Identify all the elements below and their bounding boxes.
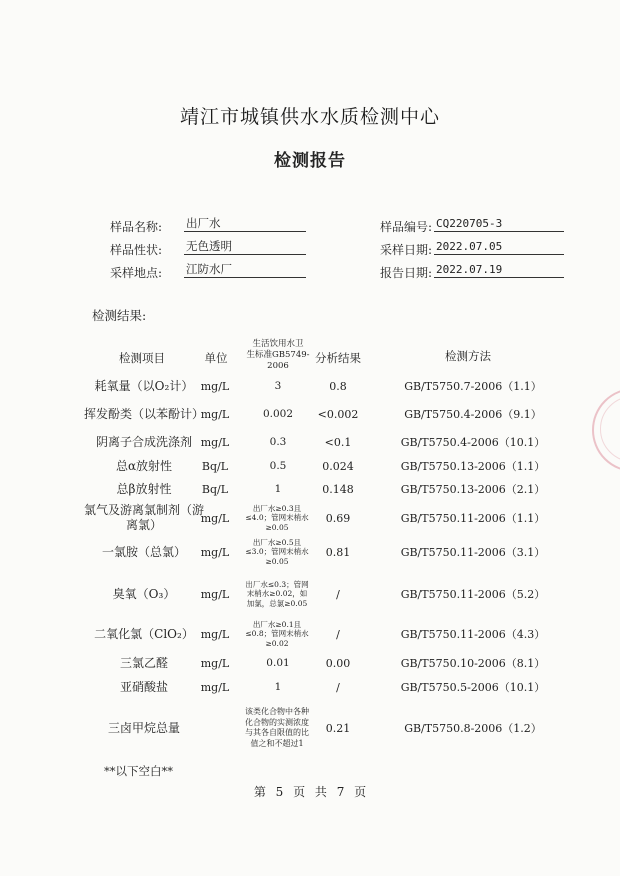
row-result: 0.69 xyxy=(325,511,351,525)
sampling-date-label: 采样日期: xyxy=(379,243,432,257)
row-unit: mg/L xyxy=(200,587,230,601)
row-item: 三卤甲烷总量 xyxy=(107,720,180,735)
row-result: <0.002 xyxy=(317,407,359,421)
row-standard: 1 xyxy=(274,482,282,495)
row-result: 0.8 xyxy=(329,379,347,393)
sample-name-value: 出厂水 xyxy=(184,216,306,232)
header-method: 检测方法 xyxy=(445,349,491,363)
row-item: 三氯乙醛 xyxy=(119,655,168,670)
row-item: 一氯胺（总氯） xyxy=(101,544,186,559)
header-standard-line-1: 生活饮用水卫 xyxy=(252,339,304,349)
row-unit: mg/L xyxy=(200,656,230,670)
row-standard: 0.002 xyxy=(262,407,294,420)
row-result: / xyxy=(336,587,340,601)
row-unit: mg/L xyxy=(200,680,230,694)
sampling-location-value: 江防水厂 xyxy=(184,262,306,278)
row-item: 耗氧量（以O₂计） xyxy=(94,378,194,393)
row-method: GB/T5750.11-2006（4.3） xyxy=(400,628,546,641)
table-row xyxy=(0,572,620,616)
header-standard-line-3: 2006 xyxy=(267,361,289,371)
table-row xyxy=(0,618,620,650)
report-date-value: 2022.07.19 xyxy=(434,262,564,278)
row-standard: 出厂水≥0.1且≤0.8；管网末梢水≥0.02 xyxy=(245,619,309,648)
row-item: 挥发酚类（以苯酚计） xyxy=(83,406,204,421)
report-date-label: 报告日期: xyxy=(379,266,432,280)
row-method: GB/T5750.11-2006（3.1） xyxy=(400,546,546,559)
table-row xyxy=(0,398,620,430)
table-row xyxy=(0,432,620,452)
row-result: 0.81 xyxy=(325,545,351,559)
row-standard: 0.01 xyxy=(266,656,290,669)
table-row xyxy=(0,376,620,396)
table-row xyxy=(0,677,620,697)
sampling-date-value: 2022.07.05 xyxy=(434,239,564,255)
row-item: 二氧化氯（ClO₂） xyxy=(94,626,194,641)
sample-no-label: 样品编号: xyxy=(379,220,432,234)
row-method: GB/T5750.4-2006（9.1） xyxy=(404,408,542,421)
row-result: / xyxy=(336,627,340,641)
table-row xyxy=(0,536,620,568)
table-row xyxy=(0,500,620,536)
row-item: 氯气及游离氯制剂（游离氯） xyxy=(83,503,204,532)
row-item: 阴离子合成洗涤剂 xyxy=(95,434,192,449)
row-standard: 出厂水≥0.5且≤3.0；管网末梢水≥0.05 xyxy=(245,537,309,566)
row-method: GB/T5750.5-2006（10.1） xyxy=(400,681,546,694)
sample-name-label: 样品名称: xyxy=(109,220,162,234)
row-unit: Bq/L xyxy=(201,459,229,473)
row-standard: 3 xyxy=(274,379,282,392)
row-method: GB/T5750.11-2006（1.1） xyxy=(400,512,546,525)
row-result: <0.1 xyxy=(324,435,352,449)
row-result: 0.024 xyxy=(322,459,354,473)
row-unit: mg/L xyxy=(200,379,230,393)
row-method: GB/T5750.8-2006（1.2） xyxy=(404,722,542,735)
header-result: 分析结果 xyxy=(315,351,361,365)
row-standard: 该类化合物中各种化合物的实测浓度与其各自限值的比值之和不超过1 xyxy=(245,707,309,748)
row-standard: 0.5 xyxy=(269,459,287,472)
results-label: 检测结果: xyxy=(92,308,147,323)
row-unit: mg/L xyxy=(200,627,230,641)
row-item: 亚硝酸盐 xyxy=(119,679,168,694)
row-item: 总β放射性 xyxy=(116,481,172,496)
table-row xyxy=(0,479,620,499)
organization-title: 靖江市城镇供水水质检测中心 xyxy=(179,106,440,128)
row-unit: mg/L xyxy=(200,407,230,421)
table-row xyxy=(0,653,620,673)
row-standard: 出厂水≥0.3且≤4.0；管网末梢水≥0.05 xyxy=(245,503,309,532)
report-title: 检测报告 xyxy=(274,151,346,171)
row-standard: 0.3 xyxy=(269,435,287,448)
row-method: GB/T5750.7-2006（1.1） xyxy=(404,380,542,393)
table-row xyxy=(0,456,620,476)
row-result: 0.00 xyxy=(325,656,351,670)
row-method: GB/T5750.10-2006（8.1） xyxy=(400,657,546,670)
row-item: 臭氧（O₃） xyxy=(112,586,176,601)
row-unit: mg/L xyxy=(200,545,230,559)
header-item: 检测项目 xyxy=(119,351,165,365)
row-unit xyxy=(200,700,230,756)
row-method: GB/T5750.13-2006（1.1） xyxy=(400,460,546,473)
row-standard: 出厂水≤0.3；管网末梢水≥0.02，如加氯，总氯≥0.05 xyxy=(245,579,309,608)
row-standard: 1 xyxy=(274,680,282,693)
end-of-content-note: **以下空白** xyxy=(104,764,173,778)
header-unit: 单位 xyxy=(204,351,228,365)
header-standard xyxy=(238,339,318,372)
row-item: 总α放射性 xyxy=(115,458,173,473)
row-result: 0.21 xyxy=(325,721,351,735)
row-unit: Bq/L xyxy=(201,482,229,496)
row-result: / xyxy=(336,680,340,694)
page-number: 第 5 页 共 7 页 xyxy=(253,785,367,799)
row-method: GB/T5750.4-2006（10.1） xyxy=(400,436,546,449)
row-result: 0.148 xyxy=(322,482,354,496)
row-unit: mg/L xyxy=(200,511,230,525)
sampling-location-label: 采样地点: xyxy=(109,266,162,280)
row-method: GB/T5750.11-2006（5.2） xyxy=(400,588,546,601)
row-method: GB/T5750.13-2006（2.1） xyxy=(400,483,546,496)
sample-no-value: CQ220705-3 xyxy=(434,216,564,232)
table-row xyxy=(0,700,620,756)
sample-state-label: 样品性状: xyxy=(109,243,162,257)
sample-state-value: 无色透明 xyxy=(184,239,306,255)
row-unit: mg/L xyxy=(200,435,230,449)
header-standard-line-2: 生标准GB5749- xyxy=(246,350,310,360)
